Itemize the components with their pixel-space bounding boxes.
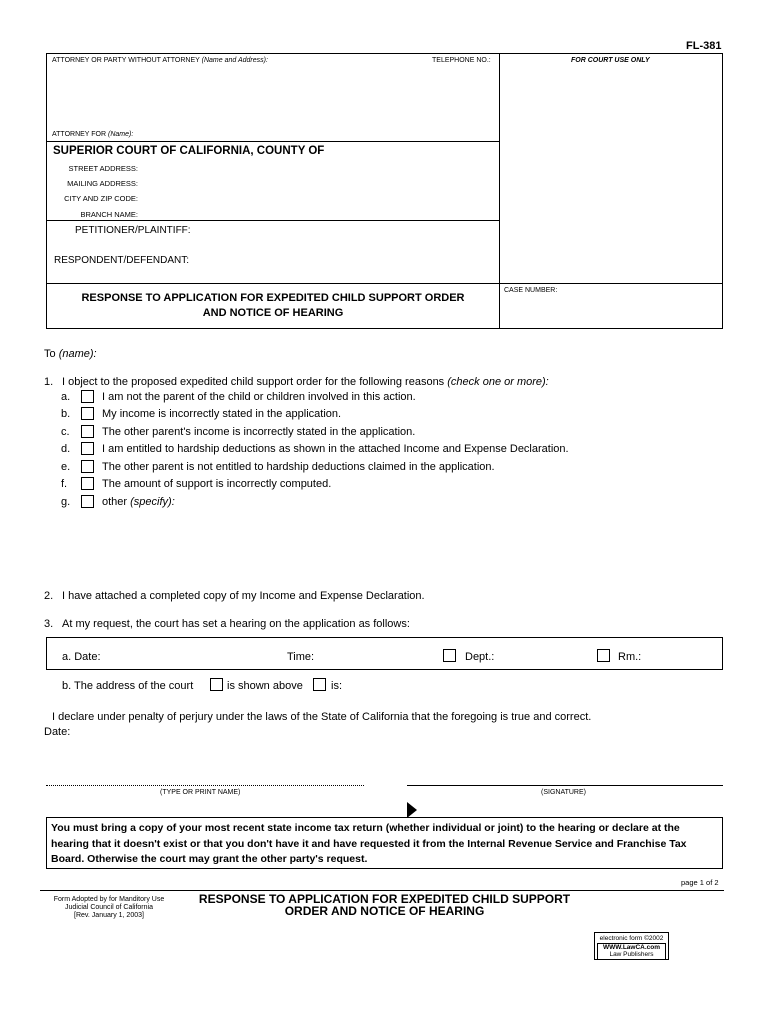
- case-number-label: CASE NUMBER:: [504, 287, 558, 294]
- attorney-label: ATTORNEY OR PARTY WITHOUT ATTORNEY (Name and Address):: [52, 57, 268, 64]
- reason-e-checkbox[interactable]: [81, 460, 94, 473]
- respondent-label: RESPONDENT/DEFENDANT:: [54, 255, 190, 266]
- item-2-number: 2.: [44, 590, 54, 602]
- footer-rule: [40, 890, 724, 891]
- telephone-label: TELEPHONE NO.:: [432, 57, 491, 64]
- page-number: page 1 of 2: [681, 878, 719, 887]
- reason-g-checkbox[interactable]: [81, 495, 94, 508]
- court-use-label: FOR COURT USE ONLY: [571, 57, 650, 64]
- branch-name-label: BRANCH NAME:: [80, 210, 138, 219]
- item-2-text: I have attached a completed copy of my Income and Expense Declaration.: [62, 590, 425, 602]
- declaration-text: I declare under penalty of perjury under the laws of the State of California that the foregoing is true and correct.: [52, 711, 592, 723]
- reason-c-letter: c.: [61, 426, 70, 438]
- document-title: RESPONSE TO APPLICATION FOR EXPEDITED CHILD SUPPORT ORDER AND NOTICE OF HEARING: [81, 292, 465, 319]
- address-is-label: is:: [331, 680, 342, 692]
- reason-d-letter: d.: [61, 443, 71, 455]
- hearing-time-label: Time:: [287, 651, 315, 663]
- reason-f-text: The amount of support is incorrectly computed.: [102, 478, 332, 490]
- signature-line[interactable]: [407, 785, 723, 786]
- street-address-label: STREET ADDRESS:: [68, 164, 138, 173]
- reason-c-text: The other parent's income is incorrectly stated in the application.: [102, 426, 416, 438]
- petitioner-label: PETITIONER/PLAINTIFF:: [75, 225, 191, 236]
- reason-f-checkbox[interactable]: [81, 477, 94, 490]
- reason-e-text: The other parent is not entitled to hardship deductions claimed in the application.: [102, 461, 495, 473]
- item-1-text: I object to the proposed expedited child support order for the following reasons (check one or more):: [62, 376, 549, 388]
- hearing-rm-label: Rm.:: [618, 651, 642, 663]
- item-3-number: 3.: [44, 618, 54, 630]
- footer-title: RESPONSE TO APPLICATION FOR EXPEDITED CHILD SUPPORT ORDER AND NOTICE OF HEARING: [198, 892, 571, 918]
- reason-b-text: My income is incorrectly stated in the application.: [102, 408, 342, 420]
- dept-checkbox[interactable]: [443, 649, 456, 662]
- reason-d-text: I am entitled to hardship deductions as shown in the attached Income and Expense Declaration.: [102, 443, 569, 455]
- court-address-label: b. The address of the court: [62, 680, 194, 692]
- reason-e-letter: e.: [61, 461, 71, 473]
- mailing-address-label: MAILING ADDRESS:: [67, 179, 138, 188]
- reason-d-checkbox[interactable]: [81, 442, 94, 455]
- reason-g-letter: g.: [61, 496, 71, 508]
- reason-b-checkbox[interactable]: [81, 407, 94, 420]
- tax-return-notice: You must bring a copy of your most recent state income tax return (whether individual or joint) to the hearing or declare at the hearing that it doesn't exist or that you don't have it and have requested it from the Internal Revenue Service and Franchise Tax Board. Otherwise the court may grant the other party's request.: [46, 817, 723, 869]
- reason-g-text: other (specify):: [102, 496, 175, 508]
- signature-label: (SIGNATURE): [541, 789, 586, 796]
- date-label: Date:: [44, 726, 71, 738]
- shown-above-checkbox[interactable]: [210, 678, 223, 691]
- court-title: SUPERIOR COURT OF CALIFORNIA, COUNTY OF: [53, 145, 325, 157]
- item-1-number: 1.: [44, 376, 54, 388]
- city-zip-label: CITY AND ZIP CODE:: [64, 194, 138, 203]
- name-line[interactable]: [46, 785, 364, 786]
- to-name-label: To (name):: [44, 348, 97, 360]
- reason-b-letter: b.: [61, 408, 71, 420]
- attorney-for-label: ATTORNEY FOR (Name):: [52, 131, 134, 138]
- rm-checkbox[interactable]: [597, 649, 610, 662]
- type-print-name-label: (TYPE OR PRINT NAME): [160, 789, 241, 796]
- reason-f-letter: f.: [61, 478, 68, 490]
- reason-c-checkbox[interactable]: [81, 425, 94, 438]
- reason-a-text: I am not the parent of the child or children involved in this action.: [102, 391, 416, 403]
- form-number: FL-381: [686, 40, 722, 52]
- publisher-box: electronic form ©2002 WWW.LawCA.com Law Publishers: [594, 932, 669, 960]
- form-adopted-note: Form Adopted by for Manditory Use Judicial Council of California [Rev. January 1, 2003]: [53, 896, 165, 919]
- hearing-dept-label: Dept.:: [465, 651, 495, 663]
- address-is-checkbox[interactable]: [313, 678, 326, 691]
- reason-a-letter: a.: [61, 391, 71, 403]
- hearing-date-label: a. Date:: [62, 651, 101, 663]
- caption-box: [46, 53, 723, 329]
- item-3-text: At my request, the court has set a hearing on the application as follows:: [62, 618, 410, 630]
- shown-above-label: is shown above: [227, 680, 303, 692]
- reason-a-checkbox[interactable]: [81, 390, 94, 403]
